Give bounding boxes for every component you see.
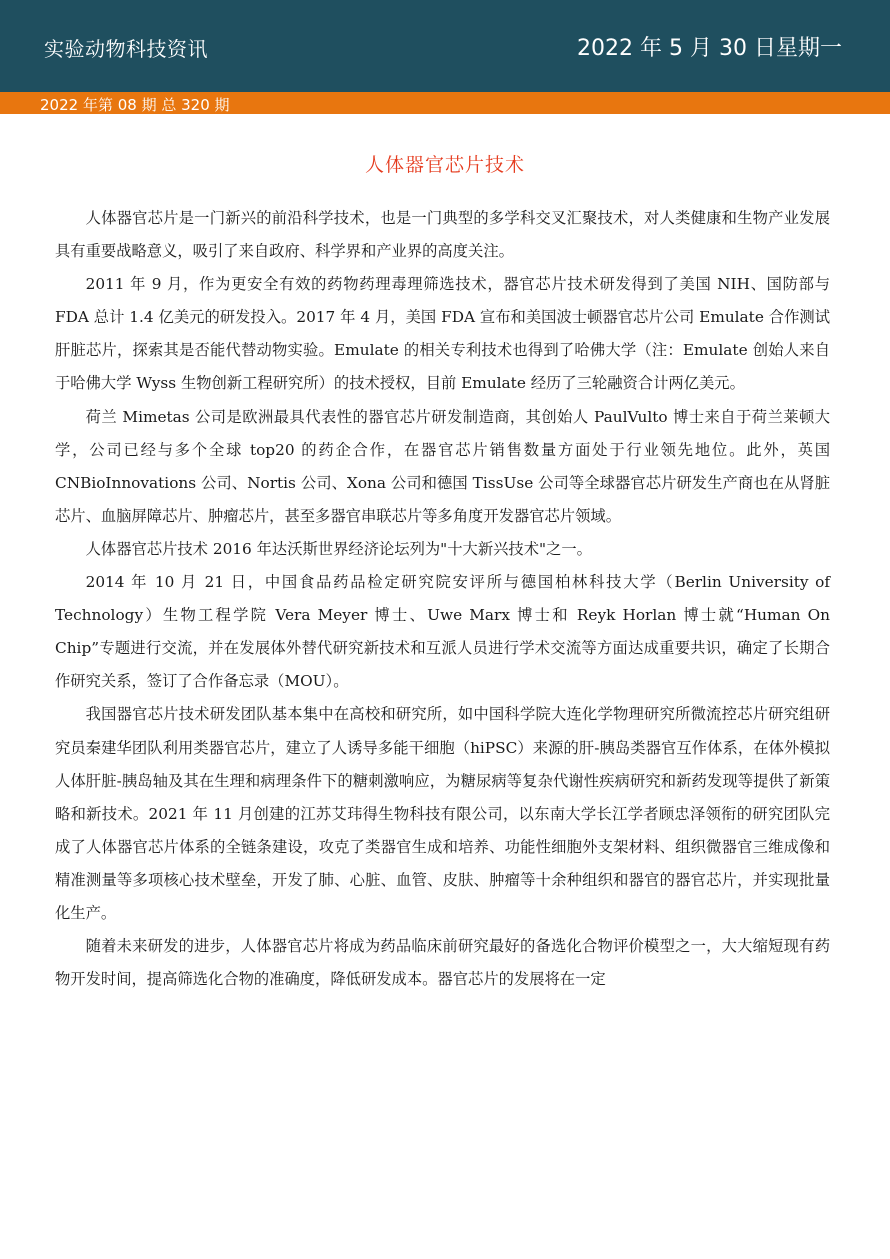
publication-name: 实验动物科技资讯 [44,37,208,61]
issue-number: 2022 年第 08 期 总 320 期 [40,96,230,114]
paragraph: 2011 年 9 月，作为更安全有效的药物药理毒理筛选技术，器官芯片技术研发得到了美国 NIH、国防部与 FDA 总计 1.4 亿美元的研发投入。2017 年 4 月，美国 FDA 宣布和美国波士顿器官芯片公司 Emulate 合作测试肝脏芯片，探索其是否能代替动物实验。Emulate 的相关专利技术也得到了哈佛大学（注：Emulate 创始人来自于哈佛大学 Wyss 生物创新工程研究所）的技术授权，目前 Emulate 经历了三轮融资合计两亿美元。 [55,275,830,393]
article-title: 人体器官芯片技术 [364,154,525,176]
issue-bar [0,92,890,114]
paragraph: 人体器官芯片是一门新兴的前沿科学技术，也是一门典型的多学科交叉汇聚技术，对人类健康和生物产业发展具有重要战略意义，吸引了来自政府、科学界和产业界的高度关注。 [55,209,830,261]
paragraph: 我国器官芯片技术研发团队基本集中在高校和研究所，如中国科学院大连化学物理研究所微流控芯片研究组研究员秦建华团队利用类器官芯片，建立了人诱导多能干细胞（hiPSC）来源的肝-胰岛类器官互作体系，在体外模拟人体肝脏-胰岛轴及其在生理和病理条件下的糖刺激响应，为糖尿病等复杂代谢性疾病研究和新药发现等提供了新策略和新技术。2021 年 11 月创建的江苏艾玮得生物科技有限公司，以东南大学长江学者顾忠泽领衔的研究团队完成了人体器官芯片体系的全链条建设，攻克了类器官生成和培养、功能性细胞外支架材料、组织微器官三维成像和精准测量等多项核心技术壁垒，开发了肺、心脏、血管、皮肤、肿瘤等十余种组织和器官的器官芯片，并实现批量化生产。 [55,705,830,922]
paragraph: 荷兰 Mimetas 公司是欧洲最具代表性的器官芯片研发制造商，其创始人 PaulVulto 博士来自于荷兰莱顿大学，公司已经与多个全球 top20 的药企合作，在器官芯片销售数量方面处于行业领先地位。此外，英国 CNBioInnovations 公司、Nortis 公司、Xona 公司和德国 TissUse 公司等全球器官芯片研发生产商也在从肾脏芯片、血脑屏障芯片、肿瘤芯片，甚至多器官串联芯片等多角度开发器官芯片领域。 [55,407,830,525]
paragraph: 随着未来研发的进步，人体器官芯片将成为药品临床前研究最好的备选化合物评价模型之一，大大缩短现有药物开发时间，提高筛选化合物的准确度，降低研发成本。器官芯片的发展将在一定 [55,937,830,989]
publication-date: 2022 年 5 月 30 日星期一 [577,36,842,61]
paragraph: 人体器官芯片技术 2016 年达沃斯世界经济论坛列为"十大新兴技术"之一。 [85,539,592,558]
article-body [55,202,830,996]
paragraph: 2014 年 10 月 21 日，中国食品药品检定研究院安评所与德国柏林科技大学（Berlin University of Technology）生物工程学院 Vera Meyer 博士、Uwe Marx 博士和 Reyk Horlan 博士就“Human On Chip”专题进行交流，并在发展体外替代研究新技术和互派人员进行学术交流等方面达成重要共识，确定了长期合作研究关系，签订了合作备忘录（MOU）。 [55,573,830,691]
header-bar [0,0,890,92]
